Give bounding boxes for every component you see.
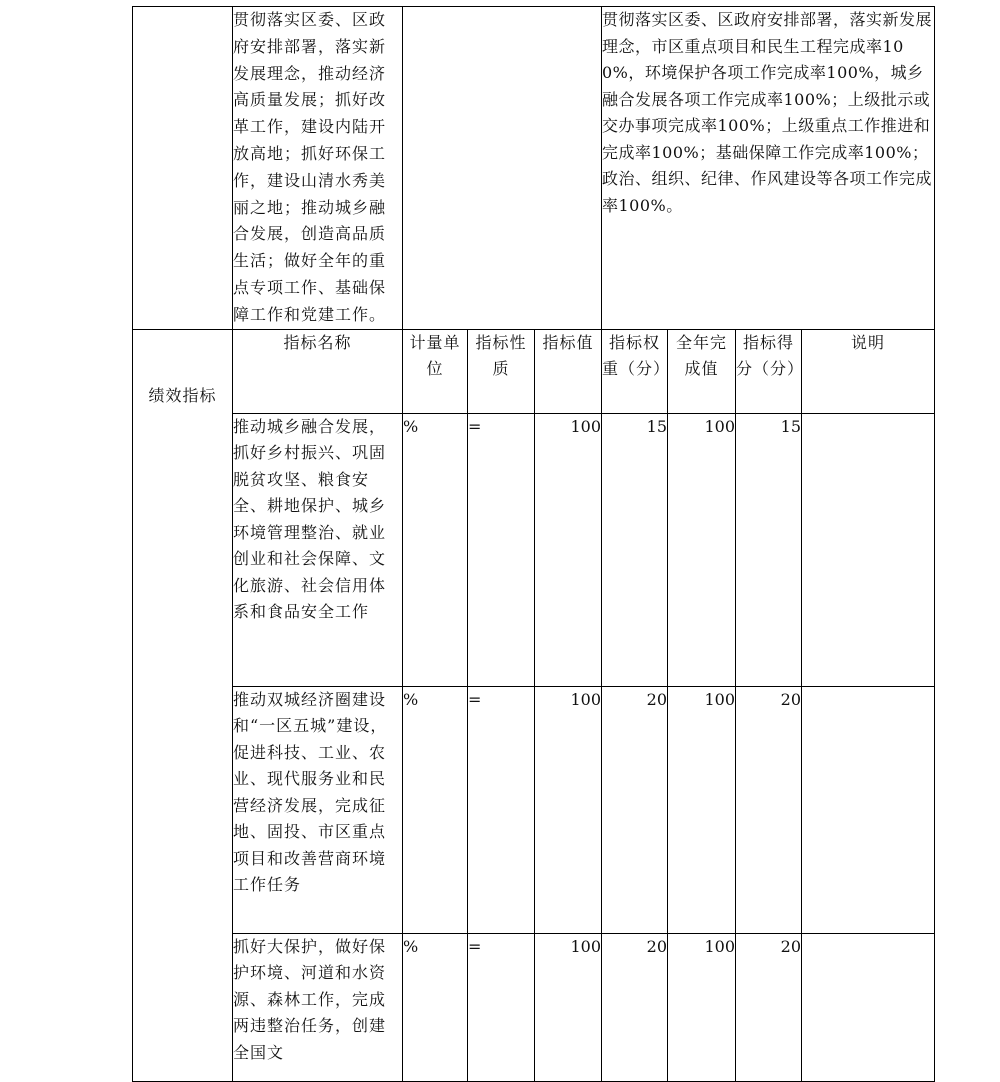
header-weight: 指标权重（分） xyxy=(602,329,668,413)
indicator-name: 抓好大保护，做好保护环境、河道和水资源、森林工作，完成两违整治任务，创建全国文 xyxy=(233,933,403,1081)
header-value: 指标值 xyxy=(535,329,602,413)
indicator-completion: 100 xyxy=(668,413,736,686)
blank-label-cell xyxy=(133,7,233,330)
indicator-score: 20 xyxy=(736,686,802,933)
indicator-value: 100 xyxy=(535,933,602,1081)
indicator-name: 推动城乡融合发展，抓好乡村振兴、巩固脱贫攻坚、粮食安全、耕地保护、城乡环境管理整治、就业创业和社会保障、文化旅游、社会信用体系和食品安全工作 xyxy=(233,413,403,686)
blank-middle-cell xyxy=(403,7,602,330)
indicator-completion: 100 xyxy=(668,686,736,933)
header-row xyxy=(133,329,935,413)
group-label-cell xyxy=(133,329,233,1081)
table-row xyxy=(133,933,935,1081)
indicator-note xyxy=(802,686,935,933)
group-label: 绩效指标 xyxy=(148,385,217,405)
indicator-unit: % xyxy=(403,413,468,686)
table-row xyxy=(133,686,935,933)
indicator-unit: % xyxy=(403,686,468,933)
indicator-score: 15 xyxy=(736,413,802,686)
header-name: 指标名称 xyxy=(233,329,403,413)
indicator-note xyxy=(802,413,935,686)
header-note: 说明 xyxy=(802,329,935,413)
indicator-score: 20 xyxy=(736,933,802,1081)
indicator-name: 推动双城经济圈建设和“一区五城”建设，促进科技、工业、农业、现代服务业和民营经济发展，完成征地、固投、市区重点项目和改善营商环境工作任务 xyxy=(233,686,403,933)
indicator-weight: 15 xyxy=(602,413,668,686)
indicator-value: 100 xyxy=(535,413,602,686)
indicator-completion: 100 xyxy=(668,933,736,1081)
performance-table xyxy=(132,6,935,1082)
indicator-unit: % xyxy=(403,933,468,1081)
header-nature: 指标性质 xyxy=(468,329,535,413)
indicator-weight: 20 xyxy=(602,933,668,1081)
indicator-nature: = xyxy=(468,686,535,933)
table-row xyxy=(133,413,935,686)
header-score: 指标得分（分） xyxy=(736,329,802,413)
actual-completion-text: 贯彻落实区委、区政府安排部署，落实新发展理念，市区重点项目和民生工程完成率100%，环境保护各项工作完成率100%，城乡融合发展各项工作完成率100%；上级批示或交办事项完成率100%；上级重点工作推进和完成率100%；基础保障工作完成率100%；政治、组织、纪律、作风建设等各项工作完成率100%。 xyxy=(602,7,935,330)
indicator-nature: = xyxy=(468,933,535,1081)
indicator-value: 100 xyxy=(535,686,602,933)
indicator-nature: = xyxy=(468,413,535,686)
indicator-weight: 20 xyxy=(602,686,668,933)
objective-row xyxy=(133,7,935,330)
header-unit: 计量单位 xyxy=(403,329,468,413)
indicator-note xyxy=(802,933,935,1081)
header-completion: 全年完成值 xyxy=(668,329,736,413)
annual-objective-text: 贯彻落实区委、区政府安排部署，落实新发展理念，推动经济高质量发展；抓好改革工作，建设内陆开放高地；抓好环保工作，建设山清水秀美丽之地；推动城乡融合发展，创造高品质生活；做好全年的重点专项工作、基础保障工作和党建工作。 xyxy=(233,7,403,330)
